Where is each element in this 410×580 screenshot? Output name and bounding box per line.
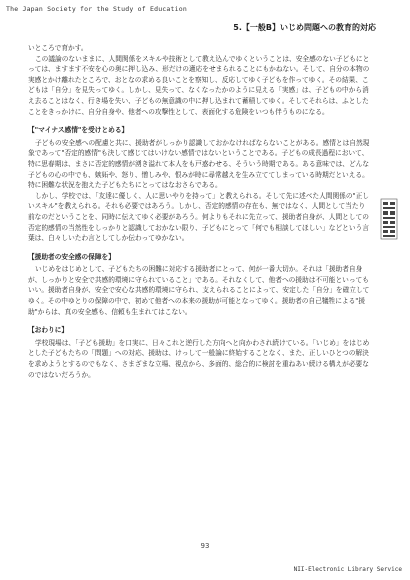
article-body	[28, 43, 370, 380]
library-service-footer: NII-Electronic Library Service	[293, 566, 402, 573]
chapter-title: 5.【一般B】いじめ問題への教育的対応	[233, 23, 376, 32]
intro-line: いところで育かす。	[28, 44, 88, 52]
section-paragraph: いじめをはじめとして、子どもたちの困難に対応する援助者にとって、何が一番大切か。それは「援助者自身が、しっかりと安全で共感的環境に守られていること」である。それなくして、他者への援助は不可能といってもいい。援助者自身が、安全で安心な共感的環境に守られ、支えられることによって、安定した「自分」を確立してゆく。その中ゆとりの保障の中で、初めて他者への本来の援助が可能となってゆく。援助者の自己犠牲による"援助"からは、真の安全感も、信頼も生まれてはこない。	[28, 265, 370, 316]
section-heading-helper-safety: 【援助者の安全感の保障を】	[28, 252, 115, 261]
society-header: The Japan Society for the Study of Education	[6, 5, 187, 13]
intro-paragraph: この議論のないままに、人間関係をスキルや技術として教え込んでゆくということは、安全感のない子どもにとっては、ますます不安を心の奥に押し込み、形だけの適応をせまられることにもかねない。そして、自分の本物の実感とかけ離れたところで、おとなの求める良いことを察知し、反応してゆく子どもを作ってゆく。その結果、こどもは「自分」を見失ってゆく。しかし、見失って、なくなったかのように見える「実感」は、子どもの中から消え去ることはなく、行き場を失い、子どもの無意識の中に押し込まれて蓄積してゆく。そしてそれらは、ふとしたことをきっかけに、自分自身や、他者への攻撃性として、表面化する危険をいつも伴うものになる。	[28, 54, 370, 116]
section-paragraph: 子どもの安全感への配慮と共に、援助者がしっかり認識しておかなければならないことがある。感情とは自然現象であって"否定的感情"も決して感じてはいけない感情ではないということである。子どもの成長過程において、特に思春期は、まさに否定的感情が湧き溢れて本人をも戸惑わせる、そういう時期である。ある意味では、どんな子どもの心の中でも、嫉妬や、怒り、憎しみや、恨みが時に尋常越えを生み立ててしまっている時期だといえる。特に困難な状況を抱えた子どもたちにとってはなおさらである。	[28, 138, 370, 190]
section-paragraph: しかし、学校では、「友達に優しく、人に思いやりを持って」と教えられる。そして先に述べた人間関係の"正しいスキル"を教えられる。それも必要ではあろう。しかし、否定的感情の存在も、無ではなく、人間として当たり前なのだということを、同時に伝えてゆく必要があろう。何よりもそれに先立って、援助者自身が、人間としての否定的感情の当然性をしっかりと認識しておかない限り、子どもにとって「何でも相談してほしい」などという言葉は、白々しいたわ言としてしか伝わってゆかない。	[28, 191, 369, 243]
section-heading-conclusion: 【おわりに】	[28, 326, 69, 335]
library-stamp-icon	[380, 198, 398, 240]
section-heading-negative-emotions: 【"マイナス感情"を受けとめる】	[28, 126, 129, 135]
section-paragraph: 学校現場は、「子ども援助」を口実に、日々これと逆行した方向へと向かわされ続けている。「いじめ」をはじめとした子どもたちの「問題」への対応、援助は、けっして一般論に終始することなく、また、正しいひとつの解決を求めようとするのでもなく、さまざまな立場、視点から、多面的、総合的に検討を重ねあい続ける構えが必要なのではないだろうか。	[28, 338, 370, 379]
page-number: 93	[200, 542, 210, 550]
